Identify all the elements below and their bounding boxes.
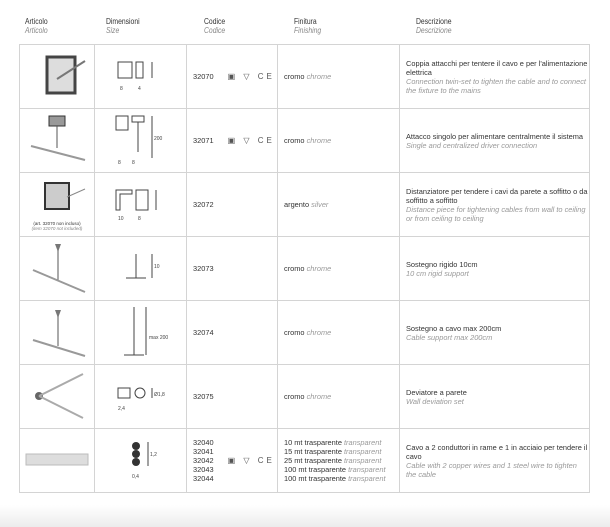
certification-icons: ▣ ▽ CE bbox=[227, 136, 275, 145]
header-description: Descrizione Descrizione bbox=[416, 17, 452, 35]
svg-text:8: 8 bbox=[119, 85, 123, 92]
product-code: 32074 bbox=[187, 301, 278, 365]
product-image bbox=[20, 109, 95, 173]
svg-text:8: 8 bbox=[137, 215, 141, 222]
table-row bbox=[20, 365, 590, 429]
description: Distanziatore per tendere i cavi da parete a soffitto o da soffitto a soffitto Distance piece for tightening cables from wall to ceiling or from ceiling to ceiling bbox=[400, 173, 590, 237]
dimension-drawing bbox=[95, 429, 187, 493]
dimension-drawing bbox=[95, 237, 187, 301]
svg-text:10: 10 bbox=[117, 215, 124, 222]
header-articolo: Articolo Articolo bbox=[25, 17, 48, 35]
description: Cavo a 2 conduttori in rame e 1 in acciaio per tendere il cavo Cable with 2 copper wires and 1 steel wire to tighten the cable bbox=[400, 429, 590, 493]
svg-text:1,2: 1,2 bbox=[149, 452, 157, 458]
product-table bbox=[19, 44, 590, 493]
product-image bbox=[20, 237, 95, 301]
table-row bbox=[20, 173, 590, 237]
finishing: argento silver bbox=[278, 173, 400, 237]
svg-text:max 200: max 200 bbox=[148, 334, 168, 341]
finishing: cromo chrome bbox=[278, 365, 400, 429]
table-row bbox=[20, 45, 590, 109]
finishing: cromo chrome bbox=[278, 301, 400, 365]
header-code: Codice Codice bbox=[204, 17, 226, 35]
svg-text:200: 200 bbox=[153, 136, 162, 142]
header-size: Dimensioni Size bbox=[106, 17, 140, 35]
product-image bbox=[20, 45, 95, 109]
product-image bbox=[20, 301, 95, 365]
finishing: 10 mt trasparente transparent 15 mt trasparente transparent 25 mt trasparente transparent 100 mt trasparente transparent 100 mt trasparente transparent bbox=[278, 429, 400, 493]
description: Deviatore a parete Wall deviation set bbox=[400, 365, 590, 429]
description: Sostegno a cavo max 200cm Cable support max 200cm bbox=[400, 301, 590, 365]
product-image: (art. 32070 non incluso) (item 32070 not included) bbox=[20, 173, 95, 237]
table-row bbox=[20, 301, 590, 365]
svg-text:0,4: 0,4 bbox=[131, 474, 139, 480]
svg-text:4: 4 bbox=[137, 85, 141, 92]
certification-icons: ▣ ▽ CE bbox=[227, 72, 275, 81]
dimension-drawing bbox=[95, 173, 187, 237]
product-code: 32075 bbox=[187, 365, 278, 429]
table-row bbox=[20, 237, 590, 301]
certification-icons: ▣ ▽ CE bbox=[227, 456, 275, 465]
dimension-drawing bbox=[95, 301, 187, 365]
table-row bbox=[20, 109, 590, 173]
header-finishing: Finitura Finishing bbox=[294, 17, 322, 35]
product-image bbox=[20, 365, 95, 429]
description: Sostegno rigido 10cm 10 cm rigid support bbox=[400, 237, 590, 301]
svg-text:10: 10 bbox=[153, 263, 160, 270]
svg-text:2,4: 2,4 bbox=[117, 405, 125, 412]
finishing: cromo chrome bbox=[278, 109, 400, 173]
product-image bbox=[20, 429, 95, 493]
finishing: cromo chrome bbox=[278, 237, 400, 301]
table-row bbox=[20, 429, 590, 493]
dimension-drawing bbox=[95, 45, 187, 109]
dimension-drawing bbox=[95, 109, 187, 173]
product-codes: 32040 32041 32042 32043 32044 bbox=[193, 438, 214, 483]
dimension-drawing bbox=[95, 365, 187, 429]
svg-text:Ø1,8: Ø1,8 bbox=[153, 391, 165, 398]
finishing: cromo chrome bbox=[278, 45, 400, 109]
product-code: 32072 bbox=[187, 173, 278, 237]
description: Attacco singolo per alimentare centralmente il sistema Single and centralized driver connection bbox=[400, 109, 590, 173]
description: Coppia attacchi per tentere il cavo e per l'alimentazione elettrica Connection twin-set to tighten the cable and to connect the fixture to the mains bbox=[400, 45, 590, 109]
svg-text:8: 8 bbox=[131, 160, 135, 166]
product-code: 32073 bbox=[187, 237, 278, 301]
product-code: 32070 bbox=[193, 72, 214, 81]
page-bottom-shade bbox=[0, 505, 610, 527]
product-code: 32071 bbox=[193, 136, 214, 145]
svg-text:8: 8 bbox=[117, 160, 121, 166]
